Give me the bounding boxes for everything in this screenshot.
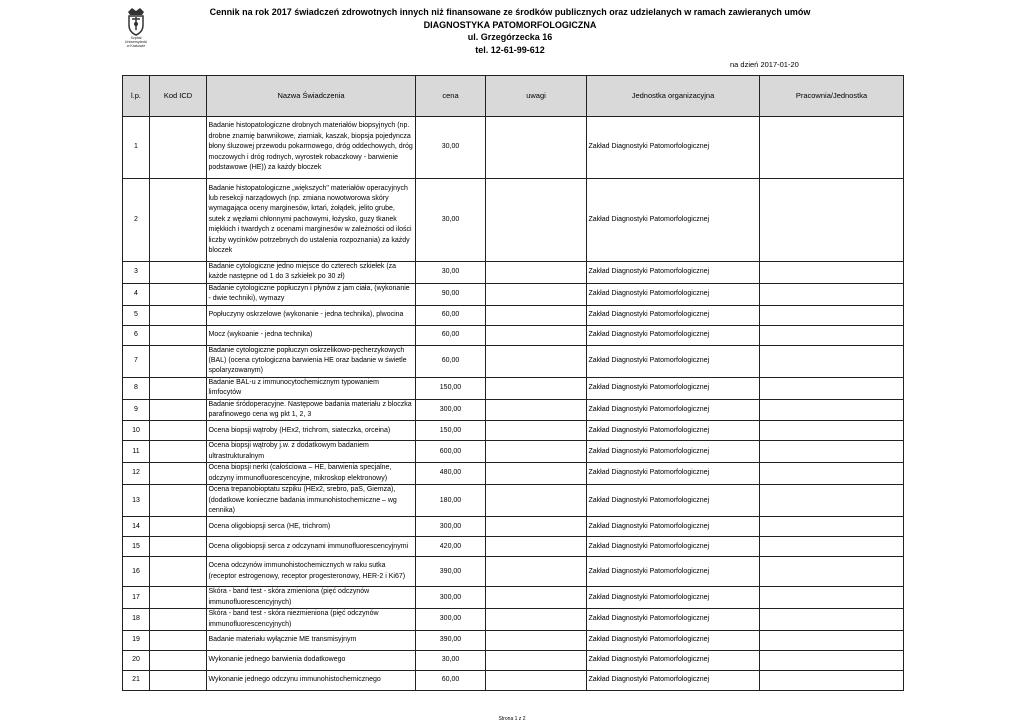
cell-price: 60,00 (416, 670, 486, 690)
cell-name: Ocena biopsji wątroby (HEx2, trichrom, siateczka, orceina) (207, 421, 416, 441)
cell-price: 60,00 (416, 345, 486, 377)
cell-lp: 16 (123, 557, 150, 587)
cell-icd (150, 485, 207, 517)
logo-line-3: w Krakowie (126, 44, 146, 49)
logo-line-2: Uniwersytecki (124, 40, 148, 45)
cell-unit: Zakład Diagnostyki Patomorfologicznej (587, 557, 760, 587)
cell-lab (760, 517, 904, 537)
cell-lp: 21 (123, 670, 150, 690)
cell-notes (486, 325, 587, 345)
table-row (123, 345, 904, 377)
cell-notes (486, 537, 587, 557)
cell-unit: Zakład Diagnostyki Patomorfologicznej (587, 305, 760, 325)
cell-icd (150, 117, 207, 179)
cell-lab (760, 345, 904, 377)
cell-notes (486, 377, 587, 399)
column-header-lab: Pracownia/Jednostka (760, 76, 904, 117)
cell-icd (150, 421, 207, 441)
cell-lab (760, 630, 904, 650)
cell-price: 420,00 (416, 537, 486, 557)
cell-lp: 1 (123, 117, 150, 179)
cell-notes (486, 650, 587, 670)
table-row (123, 557, 904, 587)
cell-icd (150, 305, 207, 325)
cell-notes (486, 463, 587, 485)
date-line (730, 60, 799, 69)
cell-lab (760, 262, 904, 284)
cell-notes (486, 117, 587, 179)
cell-lp: 14 (123, 517, 150, 537)
cell-unit: Zakład Diagnostyki Patomorfologicznej (587, 485, 760, 517)
cell-name: Badanie cytologiczne popłuczyn i płynów z jam ciała, (wykonanie - dwie techniki), wymazy (207, 283, 416, 305)
cell-price: 90,00 (416, 283, 486, 305)
table-row (123, 485, 904, 517)
cell-lab (760, 463, 904, 485)
document-header (190, 6, 830, 56)
cell-notes (486, 345, 587, 377)
cell-unit: Zakład Diagnostyki Patomorfologicznej (587, 179, 760, 262)
table-row (123, 587, 904, 609)
cell-unit: Zakład Diagnostyki Patomorfologicznej (587, 345, 760, 377)
cell-icd (150, 650, 207, 670)
cell-icd (150, 179, 207, 262)
cell-name: Ocena odczynów immunohistochemicznych w raku sutka (receptor estrogenowy, receptor progesteronowy, HER-2 i Ki67) (207, 557, 416, 587)
column-header-price: cena (416, 76, 486, 117)
table-row (123, 262, 904, 284)
cell-price: 300,00 (416, 517, 486, 537)
cell-name: Badanie materiału wyłącznie ME transmisyjnym (207, 630, 416, 650)
table-row (123, 463, 904, 485)
cell-name: Badanie cytologiczne jedno miejsce do czterech szkiełek (za każde następne od 1 do 3 szkiełek po 30 zł) (207, 262, 416, 284)
cell-lab (760, 441, 904, 463)
document-title: Cennik na rok 2017 świadczeń zdrowotnych innych niż finansowane ze środków publicznych oraz udzielanych w ramach zawieranych umów (209, 7, 811, 17)
cell-notes (486, 557, 587, 587)
cell-price: 180,00 (416, 485, 486, 517)
cell-name: Wykonanie jednego barwienia dodatkowego (207, 650, 416, 670)
cell-unit: Zakład Diagnostyki Patomorfologicznej (587, 463, 760, 485)
cell-price: 480,00 (416, 463, 486, 485)
column-header-icd: Kod ICD (150, 76, 207, 117)
cell-unit: Zakład Diagnostyki Patomorfologicznej (587, 399, 760, 421)
cell-price: 150,00 (416, 377, 486, 399)
table-header-row (123, 76, 904, 117)
cell-unit: Zakład Diagnostyki Patomorfologicznej (587, 421, 760, 441)
cell-notes (486, 517, 587, 537)
cell-lp: 4 (123, 283, 150, 305)
cell-lab (760, 557, 904, 587)
table-row (123, 517, 904, 537)
cell-notes (486, 587, 587, 609)
cell-lp: 10 (123, 421, 150, 441)
cell-icd (150, 262, 207, 284)
cell-unit: Zakład Diagnostyki Patomorfologicznej (587, 609, 760, 631)
cell-notes (486, 179, 587, 262)
cell-lab (760, 399, 904, 421)
cell-lp: 2 (123, 179, 150, 262)
cell-name: Badanie cytologiczne popłuczyn oskrzelikowo-pęcherzykowych (BAL) (ocena cytologiczna barwienia HE oraz badanie w świetle spolaryzowanym) (207, 345, 416, 377)
cell-notes (486, 262, 587, 284)
date-label: na dzień (730, 60, 759, 69)
table-row (123, 441, 904, 463)
cell-icd (150, 557, 207, 587)
cell-unit: Zakład Diagnostyki Patomorfologicznej (587, 441, 760, 463)
cell-icd (150, 399, 207, 421)
column-header-notes: uwagi (486, 76, 587, 117)
cell-name: Badanie śródoperacyjne. Następowe badania materiału z bloczka parafinowego cena wg pkt 1, 2, 3 (207, 399, 416, 421)
table-row (123, 421, 904, 441)
table-row (123, 630, 904, 650)
cell-lp: 12 (123, 463, 150, 485)
phone: tel. 12-61-99-612 (475, 44, 545, 55)
cell-unit: Zakład Diagnostyki Patomorfologicznej (587, 630, 760, 650)
cell-icd (150, 463, 207, 485)
hospital-logo (116, 6, 156, 58)
column-header-unit: Jednostka organizacyjna (587, 76, 760, 117)
cell-icd (150, 377, 207, 399)
cell-lp: 20 (123, 650, 150, 670)
cell-price: 30,00 (416, 117, 486, 179)
cell-lp: 19 (123, 630, 150, 650)
cell-price: 30,00 (416, 650, 486, 670)
column-header-lp: l.p. (123, 76, 150, 117)
address: ul. Grzegórzecka 16 (467, 32, 553, 42)
cell-unit: Zakład Diagnostyki Patomorfologicznej (587, 262, 760, 284)
page-number: Strona 1 z 2 (498, 716, 526, 722)
cell-icd (150, 325, 207, 345)
cell-name: Skóra - band test - skóra niezmieniona (pięć odczynów immunofluorescencyjnych) (207, 609, 416, 631)
university-hospital-crest-icon (124, 6, 148, 36)
cell-price: 60,00 (416, 305, 486, 325)
table-row (123, 377, 904, 399)
cell-price: 600,00 (416, 441, 486, 463)
cell-notes (486, 283, 587, 305)
cell-lab (760, 305, 904, 325)
cell-unit: Zakład Diagnostyki Patomorfologicznej (587, 283, 760, 305)
table-row (123, 305, 904, 325)
logo-line-1: Szpital (130, 36, 142, 40)
date-value: 2017-01-20 (760, 60, 799, 69)
cell-notes (486, 485, 587, 517)
cell-lp: 8 (123, 377, 150, 399)
cell-notes (486, 441, 587, 463)
cell-icd (150, 441, 207, 463)
cell-unit: Zakład Diagnostyki Patomorfologicznej (587, 537, 760, 557)
cell-name: Ocena biopsji wątroby j.w. z dodatkowym badaniem ultrastrukturalnym (207, 441, 416, 463)
department-name: DIAGNOSTYKA PATOMORFOLOGICZNA (423, 19, 597, 30)
cell-lab (760, 377, 904, 399)
cell-notes (486, 670, 587, 690)
cell-name: Badanie histopatologiczne „większych" materiałów operacyjnych lub resekcji narządowych (np. zmiana nowotworowa skóry wymagająca oceny marginesów, krtań, żołądek, jelito grube, sutek z węzłami chłonnymi pachowymi, łożysko, guzy tkanek miękkich i twardych z ocenami marginesów w zależności od ilości liczby wycinków potrzebnych do ustalenia rozpoznania) za każdy bloczek (207, 179, 416, 262)
table-row (123, 179, 904, 262)
cell-lab (760, 609, 904, 631)
cell-lp: 6 (123, 325, 150, 345)
cell-icd (150, 345, 207, 377)
cell-lab (760, 117, 904, 179)
table-row (123, 650, 904, 670)
cell-price: 30,00 (416, 262, 486, 284)
cell-icd (150, 670, 207, 690)
price-table (122, 75, 904, 691)
cell-icd (150, 537, 207, 557)
cell-lp: 15 (123, 537, 150, 557)
cell-icd (150, 283, 207, 305)
cell-lab (760, 537, 904, 557)
cell-name: Mocz (wykoanie - jedna technika) (207, 325, 416, 345)
cell-lab (760, 670, 904, 690)
cell-lp: 5 (123, 305, 150, 325)
cell-name: Badanie histopatologiczne drobnych materiałów biopsyjnych (np. drobne znamię barwnikowe, ziarniak, kaszak, biopsja pojedyncza błony śluzowej przewodu pokarmowego, dróg oddechowych, dróg moczowych i dróg rodnych, wyrostek robaczkowy - barwienie podstawowe (HE)) za każdy bloczek (207, 117, 416, 179)
cell-price: 300,00 (416, 609, 486, 631)
cell-lab (760, 325, 904, 345)
table-row (123, 609, 904, 631)
cell-unit: Zakład Diagnostyki Patomorfologicznej (587, 325, 760, 345)
cell-lab (760, 283, 904, 305)
cell-lab (760, 485, 904, 517)
cell-price: 60,00 (416, 325, 486, 345)
table-row (123, 670, 904, 690)
table-row (123, 117, 904, 179)
cell-notes (486, 630, 587, 650)
column-header-name: Nazwa Świadczenia (207, 76, 416, 117)
cell-lp: 3 (123, 262, 150, 284)
cell-lp: 7 (123, 345, 150, 377)
cell-lp: 9 (123, 399, 150, 421)
cell-price: 300,00 (416, 399, 486, 421)
cell-lp: 17 (123, 587, 150, 609)
cell-notes (486, 609, 587, 631)
table-row (123, 283, 904, 305)
cell-unit: Zakład Diagnostyki Patomorfologicznej (587, 517, 760, 537)
cell-notes (486, 305, 587, 325)
table-row (123, 325, 904, 345)
cell-icd (150, 609, 207, 631)
table-row (123, 399, 904, 421)
table-body (123, 117, 904, 691)
cell-unit: Zakład Diagnostyki Patomorfologicznej (587, 670, 760, 690)
cell-name: Popłuczyny oskrzelowe (wykonanie - jedna technika), plwocina (207, 305, 416, 325)
cell-price: 300,00 (416, 587, 486, 609)
cell-icd (150, 630, 207, 650)
cell-lab (760, 650, 904, 670)
cell-lp: 11 (123, 441, 150, 463)
cell-unit: Zakład Diagnostyki Patomorfologicznej (587, 587, 760, 609)
cell-lab (760, 421, 904, 441)
cell-lab (760, 587, 904, 609)
cell-unit: Zakład Diagnostyki Patomorfologicznej (587, 377, 760, 399)
cell-icd (150, 587, 207, 609)
cell-name: Skóra - band test - skóra zmieniona (pięć odczynów immunofluorescencyjnych) (207, 587, 416, 609)
cell-price: 390,00 (416, 557, 486, 587)
cell-price: 390,00 (416, 630, 486, 650)
cell-name: Ocena oligobiopsji serca (HE, trichrom) (207, 517, 416, 537)
cell-lp: 13 (123, 485, 150, 517)
cell-price: 150,00 (416, 421, 486, 441)
cell-lp: 18 (123, 609, 150, 631)
cell-price: 30,00 (416, 179, 486, 262)
cell-name: Ocena oligobiopsji serca z odczynami immunofluorescencyjnymi (207, 537, 416, 557)
cell-notes (486, 399, 587, 421)
cell-name: Badanie BAL-u z immunocytochemicznym typowaniem limfocytów (207, 377, 416, 399)
cell-name: Ocena biopsji nerki (całościowa – HE, barwienia specjalne, odczyny immunofluorescencyjne, mikroskop elektronowy) (207, 463, 416, 485)
cell-unit: Zakład Diagnostyki Patomorfologicznej (587, 650, 760, 670)
cell-notes (486, 421, 587, 441)
cell-name: Wykonanie jednego odczynu immunohistochemicznego (207, 670, 416, 690)
cell-name: Ocena trepanobioptatu szpiku (HEx2, srebro, paS, Giemza), (dodatkowe konieczne badania immunohistochemiczne – wg cennika) (207, 485, 416, 517)
cell-icd (150, 517, 207, 537)
table-row (123, 537, 904, 557)
cell-unit: Zakład Diagnostyki Patomorfologicznej (587, 117, 760, 179)
cell-lab (760, 179, 904, 262)
